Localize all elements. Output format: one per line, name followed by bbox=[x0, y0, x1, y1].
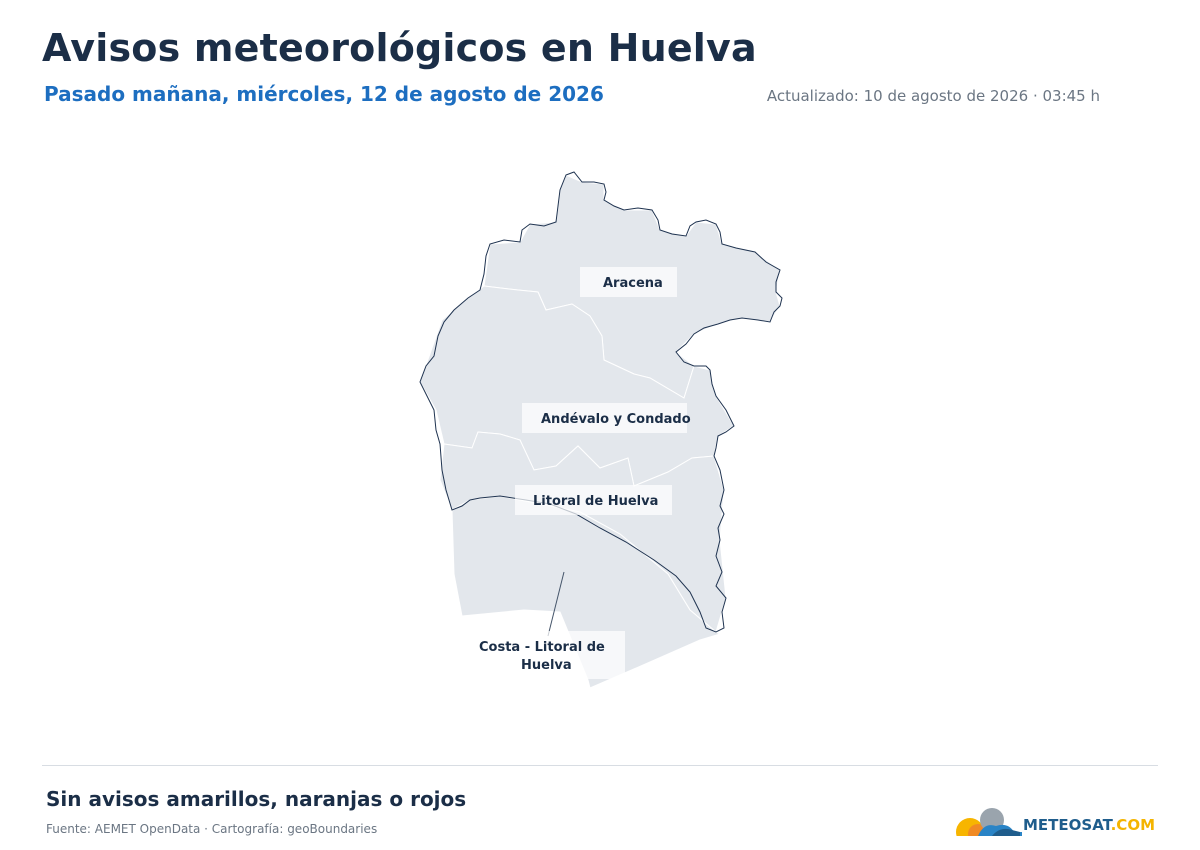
footer-divider bbox=[42, 765, 1158, 766]
meteosat-logo[interactable] bbox=[948, 806, 1158, 836]
zone-label-costa-litoral bbox=[470, 631, 625, 679]
zone-label-text: Litoral de Huelva bbox=[533, 494, 659, 509]
zone-label-text: Aracena bbox=[603, 276, 663, 291]
sun-cloud-icon bbox=[948, 806, 1028, 836]
warning-status: Sin avisos amarillos, naranjas o rojos bbox=[46, 787, 467, 811]
zone-label-text: Costa - Litoral de bbox=[479, 640, 605, 655]
zone-label-aracena bbox=[580, 267, 677, 297]
forecast-date: Pasado mañana, miércoles, 12 de agosto de 2026 bbox=[44, 82, 604, 106]
zone-label-text: Huelva bbox=[521, 658, 572, 673]
zone-label-text: Andévalo y Condado bbox=[541, 412, 691, 427]
zone-label-litoral-huelva bbox=[515, 485, 672, 515]
page-title: Avisos meteorológicos en Huelva bbox=[42, 26, 757, 70]
zone-label-andevalo-condado bbox=[522, 403, 691, 433]
data-source: Fuente: AEMET OpenData · Cartografía: geoBoundaries bbox=[46, 822, 378, 836]
logo-wordmark: METEOSAT.COM bbox=[1023, 816, 1155, 834]
updated-timestamp: Actualizado: 10 de agosto de 2026 · 03:45 h bbox=[766, 87, 1100, 105]
